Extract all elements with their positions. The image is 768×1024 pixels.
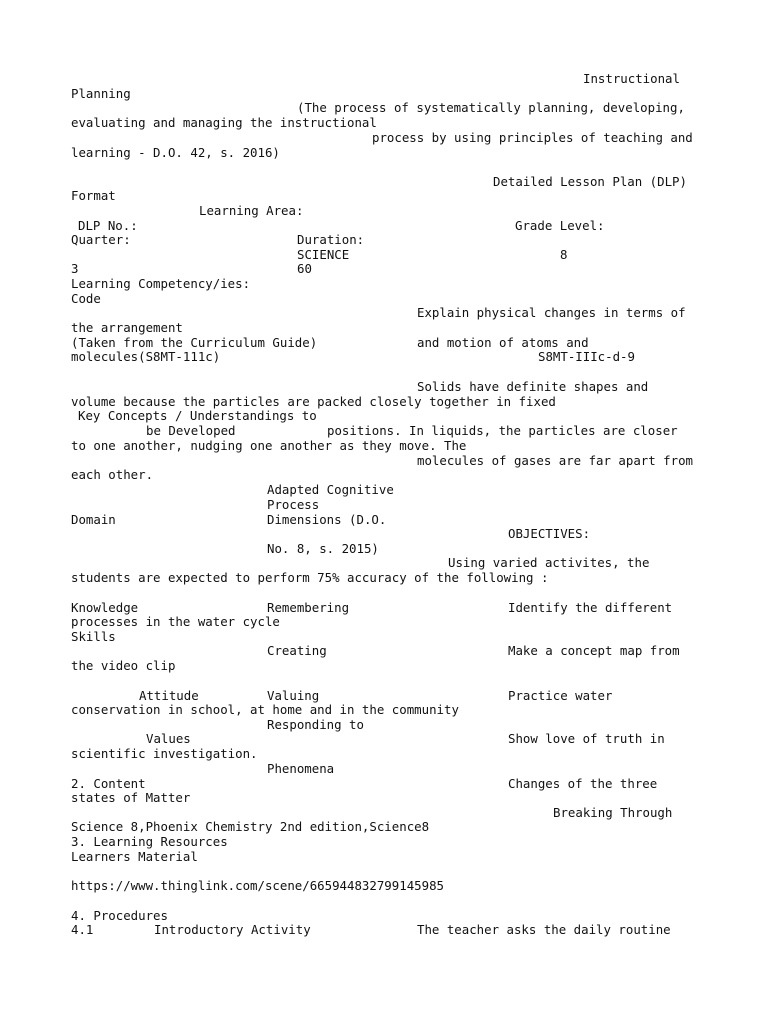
planning-description-line: evaluating and managing the instructional xyxy=(71,115,377,130)
knowledge-process: Remembering xyxy=(267,600,350,615)
skills-objective: Make a concept map from xyxy=(508,643,680,658)
grade-level-label: Grade Level: xyxy=(515,218,605,233)
planning-heading: Planning xyxy=(71,86,131,101)
competency-code-value: S8MT-IIIc-d-9 xyxy=(538,349,635,364)
procedure-number: 4.1 xyxy=(71,922,94,937)
objectives-intro-line: Using varied activites, the xyxy=(448,555,650,570)
resources-value: Breaking Through xyxy=(553,805,673,820)
adapted-cognitive-label: Adapted Cognitive xyxy=(267,482,394,497)
attitude-label: Attitude xyxy=(139,688,199,703)
learning-competency-label: Learning Competency/ies: xyxy=(71,276,251,291)
planning-description-line: (The process of systematically planning, developing, xyxy=(297,100,685,115)
attitude-process: Valuing xyxy=(267,688,320,703)
key-concepts-label: Key Concepts / Understandings to xyxy=(78,408,317,423)
duration-value: 60 xyxy=(297,261,312,276)
values-process-cont: Phenomena xyxy=(267,761,335,776)
key-concepts-text-line: volume because the particles are packed closely together in fixed xyxy=(71,394,556,409)
competency-text-line: Explain physical changes in terms of xyxy=(417,305,686,320)
adapted-cognitive-label: Process xyxy=(267,497,320,512)
content-label: 2. Content xyxy=(71,776,146,791)
procedures-label: 4. Procedures xyxy=(71,908,168,923)
competency-text-line: the arrangement xyxy=(71,320,183,335)
resource-url[interactable]: https://www.thinglink.com/scene/665944832799145985 xyxy=(71,878,444,893)
key-concepts-text-line: positions. In liquids, the particles are closer xyxy=(327,423,678,438)
introductory-activity-text: The teacher asks the daily routine xyxy=(417,922,671,937)
skills-objective-cont: the video clip xyxy=(71,658,176,673)
key-concepts-text-line: each other. xyxy=(71,467,154,482)
curriculum-guide-source: (Taken from the Curriculum Guide) xyxy=(71,335,318,350)
attitude-objective-cont: conservation in school, at home and in the community xyxy=(71,702,459,717)
domain-label: Domain xyxy=(71,512,116,527)
skills-process: Creating xyxy=(267,643,327,658)
skills-label: Skills xyxy=(71,629,116,644)
knowledge-label: Knowledge xyxy=(71,600,139,615)
code-label: Code xyxy=(71,291,101,306)
dlp-format-title: Detailed Lesson Plan (DLP) xyxy=(493,174,687,189)
key-concepts-text-line: molecules of gases are far apart from xyxy=(417,453,694,468)
learning-resources-label: 3. Learning Resources xyxy=(71,834,228,849)
learning-area-label: Learning Area: xyxy=(199,203,304,218)
dlp-no-label: DLP No.: xyxy=(78,218,138,233)
grade-level-value: 8 xyxy=(560,247,568,262)
values-label: Values xyxy=(146,731,191,746)
key-concepts-label-cont: be Developed xyxy=(146,423,236,438)
values-process: Responding to xyxy=(267,717,364,732)
content-value: Changes of the three xyxy=(508,776,658,791)
dlp-format-title-cont: Format xyxy=(71,188,116,203)
resources-value-cont: Science 8,Phoenix Chemistry 2nd edition,Science8 xyxy=(71,819,430,834)
competency-text-line: and motion of atoms and xyxy=(417,335,589,350)
knowledge-objective: Identify the different xyxy=(508,600,673,615)
adapted-cognitive-label: No. 8, s. 2015) xyxy=(267,541,379,556)
objectives-label: OBJECTIVES: xyxy=(508,526,591,541)
adapted-cognitive-label: Dimensions (D.O. xyxy=(267,512,387,527)
values-objective: Show love of truth in xyxy=(508,731,665,746)
knowledge-objective-cont: processes in the water cycle xyxy=(71,614,280,629)
attitude-objective: Practice water xyxy=(508,688,613,703)
learners-material-label: Learners Material xyxy=(71,849,198,864)
competency-text-line: molecules(S8MT-111c) xyxy=(71,349,221,364)
key-concepts-text-line: to one another, nudging one another as they move. The xyxy=(71,438,467,453)
values-objective-cont: scientific investigation. xyxy=(71,746,258,761)
planning-description-line: learning - D.O. 42, s. 2016) xyxy=(71,145,280,160)
quarter-label: Quarter: xyxy=(71,232,131,247)
content-value-cont: states of Matter xyxy=(71,790,191,805)
quarter-value: 3 xyxy=(71,261,79,276)
duration-label: Duration: xyxy=(297,232,365,247)
introductory-activity-label: Introductory Activity xyxy=(154,922,311,937)
objectives-intro-line: students are expected to perform 75% accuracy of the following : xyxy=(71,570,549,585)
instructional-heading: Instructional xyxy=(583,71,680,86)
learning-area-value: SCIENCE xyxy=(297,247,350,262)
planning-description-line: process by using principles of teaching and xyxy=(372,130,693,145)
key-concepts-text-line: Solids have definite shapes and xyxy=(417,379,649,394)
